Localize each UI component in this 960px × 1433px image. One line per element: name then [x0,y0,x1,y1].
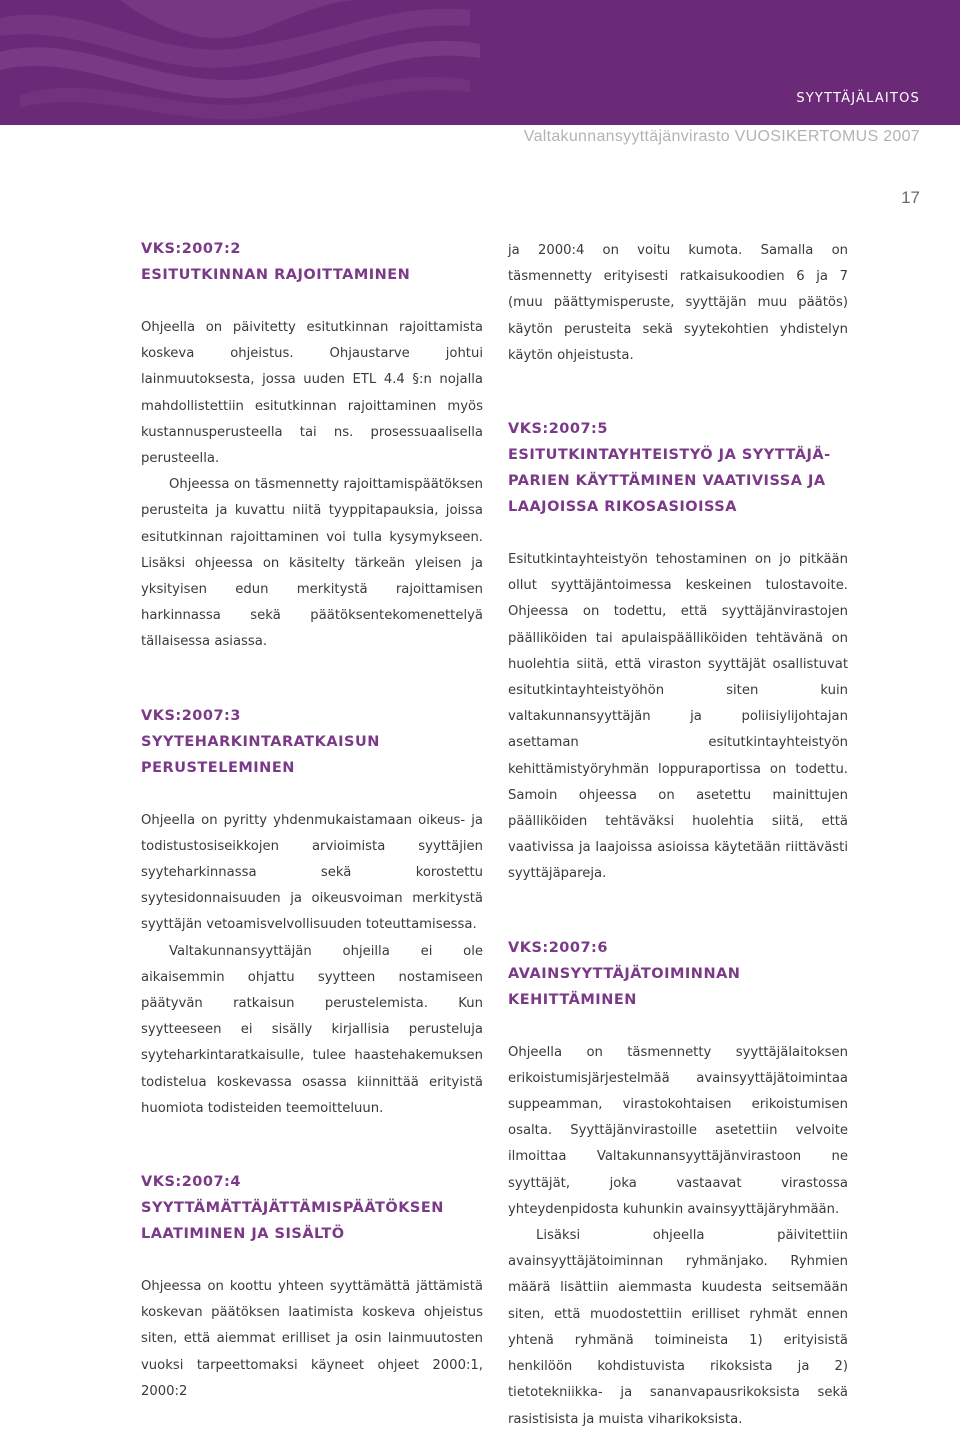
paragraph: Ohjeessa on koottu yhteen syyttämättä jättämistä koskevan päätöksen laatimista koskeva ohjeistus siten, että aiemmat erilliset ja osin lainmuutosten vuoksi tarpeettomaksi käyneet ohjeet 2000:1, 2000:2 [141,1279,483,1399]
section-title: PARIEN KÄYTTÄMINEN VAATIVISSA JA [508,473,826,490]
paragraph: Lisäksi ohjeella päivitettiin avainsyyttäjätoiminnan ryhmänjako. Ryhmien määrä lisättiin aiemmasta kuudesta seitsemään siten, että muodostettiin erilliset ryhmät ennen yhtenä ryhmänä toimineista 1) erityisistä henkilöön kohdistuvista rikoksista ja 2) tietotekniikka- ja sananvapausrikoksista sekä rasistisista ja muista viharikoksista. [508,1228,848,1427]
section-id: VKS:2007:6 [508,939,608,956]
section-title: LAATIMINEN JA SISÄLTÖ [141,1226,345,1243]
section-title: PERUSTELEMINEN [141,759,295,776]
report-subtitle: Valtakunnansyyttäjänvirasto VUOSIKERTOMUS 2007 [523,128,920,145]
page-number: 17 [901,188,920,207]
section-id: VKS:2007:5 [508,421,608,438]
section-id: VKS:2007:3 [141,707,241,724]
section-title: LAAJOISSA RIKOSASIOISSA [508,499,737,516]
paragraph: Ohjeella on päivitetty esitutkinnan rajoittamista koskeva ohjeistus. Ohjaustarve johtui lainmuutoksesta, jossa uuden ETL 4.4 §:n nojalla mahdollistettiin esitutkinnan rajoittaminen myös kustannusperusteella tai ns. prosessuaalisella perusteella. [141,320,483,467]
paragraph: Ohjeella on täsmennetty syyttäjälaitoksen erikoistumisjärjestelmää avainsyyttäjätoimintaa suppeamman, virastokohtaisen erikoistumisen osalta. Syyttäjänvirastoille asetettiin velvoite ilmoittaa Valtakunnansyyttäjänvirastoon ne syyttäjät, joka vastaavat virastossa yhteydenpidosta kuhunkin avainsyyttäjäryhmään. [508,1044,848,1217]
section-title: ESITUTKINTAYHTEISTYÖ JA SYYTTÄJÄ- [508,447,831,464]
paragraph: Ohjeessa on täsmennetty rajoittamispäätöksen perusteita ja kuvattu niitä tyyppitapauksia, joissa esitutkinnan rajoittaminen voi tulla kysymykseen. Lisäksi ohjeessa on käsitelty tärkeän yleisen ja yksityisen edun merkitystä rajoittamisen harkinnassa sekä päätöksentekomenettelyä tällaisessa asiassa. [141,477,483,650]
section-title: ESITUTKINNAN RAJOITTAMINEN [141,267,411,283]
organization-name: SYYTTÄJÄLAITOS [796,91,920,106]
paragraph: Ohjeella on pyritty yhdenmukaistamaan oikeus- ja todistustosiseikkojen arvioimista syyttäjien syyteharkinnassa sekä korostettu syytesidonnaisuuden ja oikeusvoiman merkitystä syyttäjän vetoamisvelvollisuuden toteuttamisessa. [141,812,483,933]
section-id: VKS:2007:4 [141,1174,241,1191]
banner-ribbon-decoration [0,0,960,125]
section-title: SYYTEHARKINTARATKAISUN [141,733,380,750]
paragraph: Valtakunnansyyttäjän ohjeilla ei ole aikaisemmin ohjattu syytteen nostamiseen päätyvän ratkaisun perustelemista. Kun syytteeseen ei sisälly kirjallisia perusteluja syyteharkintaratkaisulle, tulee haastehakemuksen todistelua koskevassa osassa kiinnittää erityistä huomiota todisteiden teemoitteluun. [141,943,483,1116]
section-title: SYYTTÄMÄTTÄJÄTTÄMISPÄÄTÖKSEN [141,1200,444,1217]
left-column [141,236,483,1405]
section-id: VKS:2007:2 [141,241,241,257]
right-column [508,238,848,1433]
header-banner [0,0,960,125]
section-title: AVAINSYYTTÄJÄTOIMINNAN KEHITTÄMINEN [508,965,741,1008]
paragraph: Esitutkintayhteistyön tehostaminen on jo pitkään ollut syyttäjäntoimessa keskeinen tulostavoite. Ohjeessa on todettu, että syyttäjänvirastojen päälliköiden tai apulaispäälliköiden tehtävänä on huolehtia siitä, että viraston syyttäjät osallistuvat esitutkintayhteistyöhön siten kuin valtakunnansyyttäjän ja poliisiylijohtajan asettaman esitutkintayhteistyön kehittämistyöryhmän loppuraportissa on todettu. Samoin ohjeessa on asetettu mainittujen päälliköiden tehtäväksi huolehtia siitä, että vaativissa ja laajoissa asioissa käytetään riittävästi syyttäjäpareja. [508,552,848,882]
paragraph: ja 2000:4 on voitu kumota. Samalla on täsmennetty erityisesti ratkaisukoodien 6 ja 7 (muu päättymisperuste, syyttäjän muu päätös) käytön perusteita sekä syytekohtien yhdistelyn käytön ohjeistusta. [508,243,848,363]
